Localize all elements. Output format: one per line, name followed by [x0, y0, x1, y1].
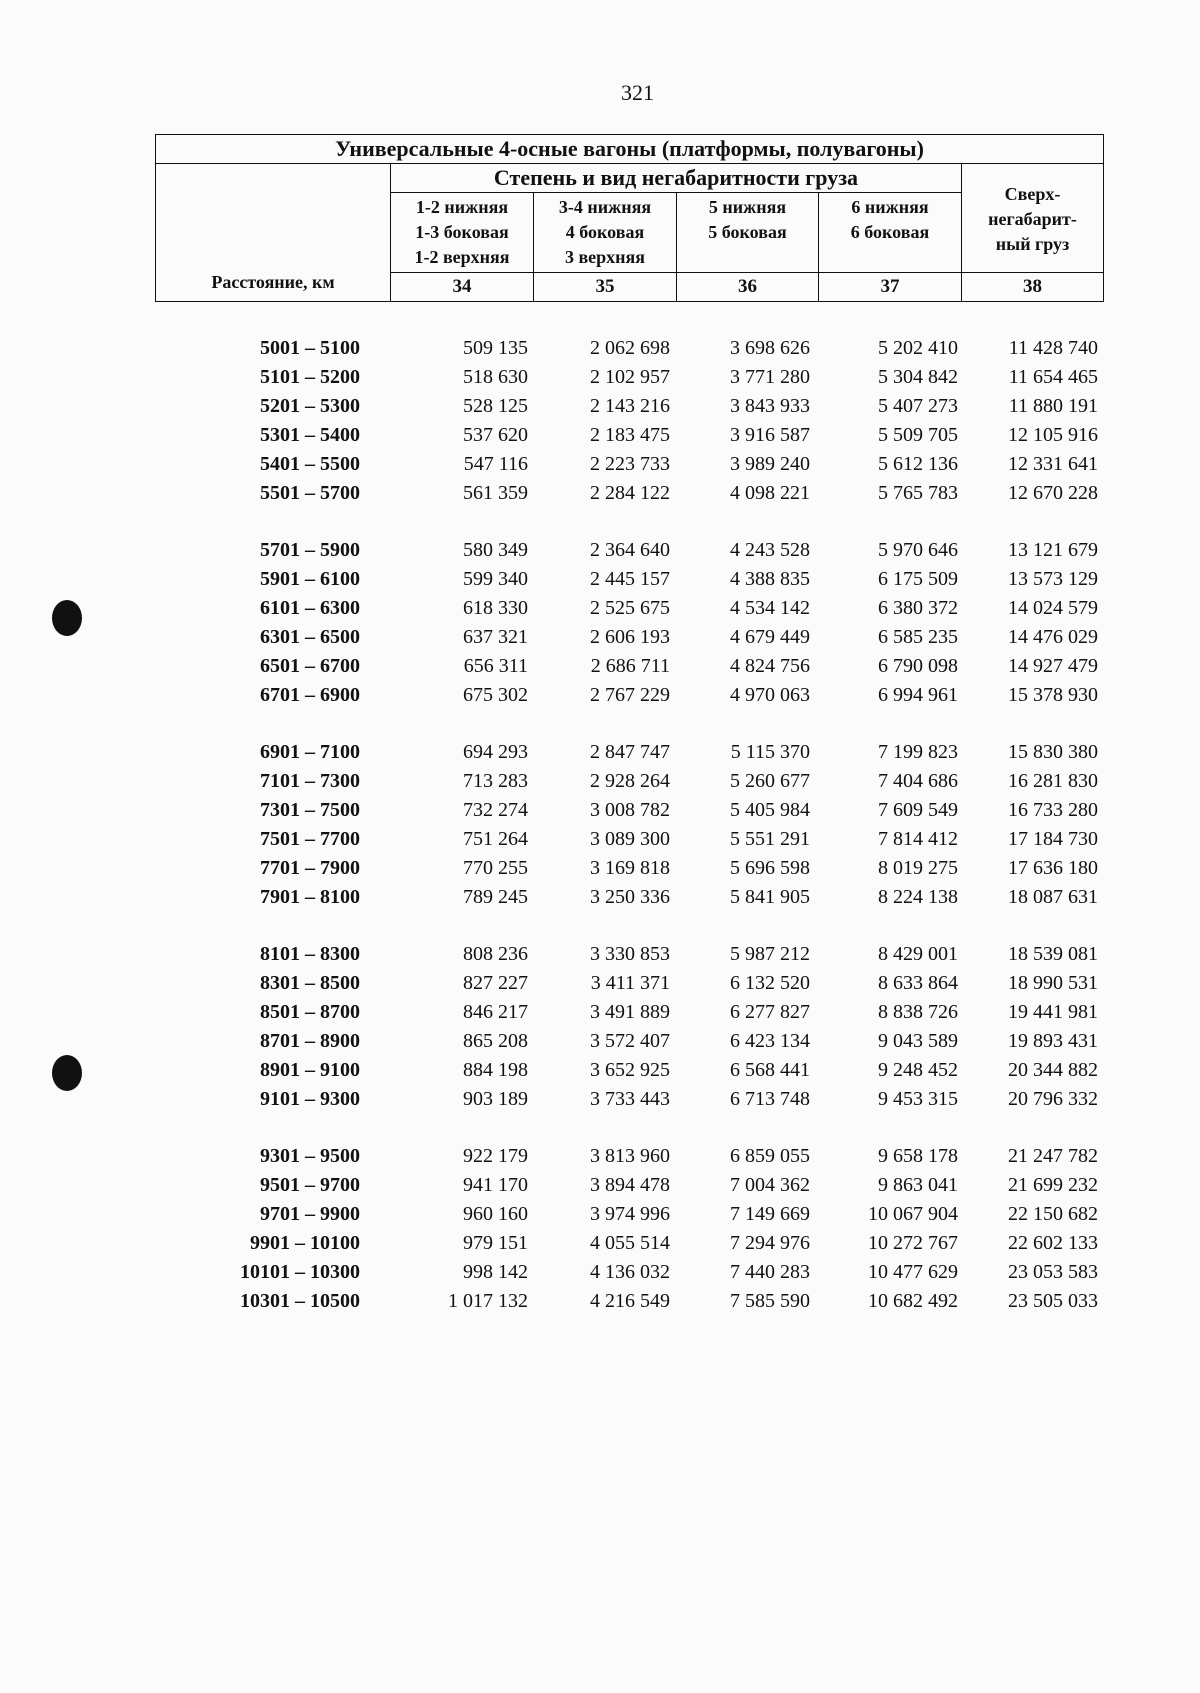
super-oversize-line: ный груз	[995, 234, 1070, 254]
group-line: 6 нижняя	[851, 197, 929, 217]
table-row	[0, 453, 1200, 482]
tariff-value: 713 283	[463, 770, 528, 792]
tariff-value: 14 927 479	[1008, 655, 1098, 677]
tariff-value: 770 255	[463, 857, 528, 879]
column-number: 37	[819, 273, 962, 302]
tariff-value: 618 330	[463, 597, 528, 619]
group-line: 5 нижняя	[708, 197, 787, 217]
tariff-value: 6 132 520	[730, 972, 810, 994]
tariff-value: 2 223 733	[590, 453, 670, 475]
table-row	[0, 482, 1200, 511]
tariff-value: 518 630	[463, 366, 528, 388]
distance-range: 8701 – 8900	[260, 1030, 360, 1052]
column-number: 34	[391, 273, 534, 302]
tariff-value: 5 260 677	[730, 770, 810, 792]
tariff-value: 6 994 961	[878, 684, 958, 706]
tariff-value: 3 572 407	[590, 1030, 670, 1052]
distance-range: 8101 – 8300	[260, 943, 360, 965]
tariff-value: 6 380 372	[878, 597, 958, 619]
row-group	[0, 337, 1200, 511]
tariff-value: 561 359	[463, 482, 528, 504]
distance-range: 7301 – 7500	[260, 799, 360, 821]
tariff-value: 22 150 682	[1008, 1203, 1098, 1225]
tariff-value: 9 248 452	[878, 1059, 958, 1081]
tariff-value: 13 121 679	[1008, 539, 1098, 561]
tariff-value: 6 585 235	[878, 626, 958, 648]
tariff-value: 20 796 332	[1008, 1088, 1098, 1110]
tariff-value: 8 019 275	[878, 857, 958, 879]
tariff-value: 5 551 291	[730, 828, 810, 850]
tariff-value: 2 525 675	[590, 597, 670, 619]
tariff-value: 11 880 191	[1008, 395, 1098, 417]
tariff-value: 3 733 443	[590, 1088, 670, 1110]
table-header	[155, 134, 1104, 302]
tariff-value: 12 105 916	[1008, 424, 1098, 446]
tariff-value: 2 606 193	[590, 626, 670, 648]
table-row	[0, 828, 1200, 857]
group-line: 5 боковая	[708, 222, 787, 242]
distance-range: 5101 – 5200	[260, 366, 360, 388]
tariff-value: 10 477 629	[868, 1261, 958, 1283]
group-header-34	[391, 193, 534, 273]
tariff-value: 5 970 646	[878, 539, 958, 561]
tariff-value: 2 062 698	[590, 337, 670, 359]
distance-range: 5501 – 5700	[260, 482, 360, 504]
super-oversize-line: Сверх-	[1004, 184, 1061, 204]
tariff-value: 827 227	[463, 972, 528, 994]
tariff-value: 2 928 264	[590, 770, 670, 792]
tariff-value: 941 170	[463, 1174, 528, 1196]
tariff-value: 3 698 626	[730, 337, 810, 359]
tariff-value: 23 505 033	[1008, 1290, 1098, 1312]
tariff-value: 13 573 129	[1008, 568, 1098, 590]
tariff-value: 5 765 783	[878, 482, 958, 504]
tariff-value: 3 169 818	[590, 857, 670, 879]
tariff-value: 18 539 081	[1008, 943, 1098, 965]
tariff-value: 11 428 740	[1008, 337, 1098, 359]
row-group	[0, 1145, 1200, 1319]
table-row	[0, 655, 1200, 684]
group-line: 1-3 боковая	[415, 222, 509, 242]
tariff-value: 20 344 882	[1008, 1059, 1098, 1081]
table-row	[0, 799, 1200, 828]
tariff-value: 3 250 336	[590, 886, 670, 908]
tariff-value: 694 293	[463, 741, 528, 763]
tariff-value: 3 652 925	[590, 1059, 670, 1081]
tariff-value: 9 658 178	[878, 1145, 958, 1167]
table-row	[0, 1232, 1200, 1261]
tariff-value: 12 331 641	[1008, 453, 1098, 475]
tariff-value: 2 143 216	[590, 395, 670, 417]
tariff-value: 19 893 431	[1008, 1030, 1098, 1052]
distance-range: 8501 – 8700	[260, 1001, 360, 1023]
tariff-value: 7 585 590	[730, 1290, 810, 1312]
tariff-value: 6 713 748	[730, 1088, 810, 1110]
tariff-value: 7 199 823	[878, 741, 958, 763]
group-header-36	[677, 193, 819, 273]
tariff-value: 15 830 380	[1008, 741, 1098, 763]
column-number: 35	[534, 273, 677, 302]
table-row	[0, 943, 1200, 972]
tariff-value: 789 245	[463, 886, 528, 908]
distance-range: 5301 – 5400	[260, 424, 360, 446]
distance-range: 9501 – 9700	[260, 1174, 360, 1196]
tariff-value: 1 017 132	[448, 1290, 528, 1312]
tariff-value: 8 224 138	[878, 886, 958, 908]
tariff-value: 528 125	[463, 395, 528, 417]
tariff-value: 10 067 904	[868, 1203, 958, 1225]
distance-range: 6501 – 6700	[260, 655, 360, 677]
table-row	[0, 395, 1200, 424]
tariff-value: 14 476 029	[1008, 626, 1098, 648]
tariff-value: 732 274	[463, 799, 528, 821]
group-line: 6 боковая	[850, 222, 930, 242]
distance-header: Расстояние, км	[156, 164, 391, 302]
tariff-value: 2 183 475	[590, 424, 670, 446]
tariff-value: 865 208	[463, 1030, 528, 1052]
tariff-value: 599 340	[463, 568, 528, 590]
distance-range: 6101 – 6300	[260, 597, 360, 619]
tariff-value: 2 284 122	[590, 482, 670, 504]
table-row	[0, 424, 1200, 453]
distance-range: 7501 – 7700	[260, 828, 360, 850]
tariff-value: 17 184 730	[1008, 828, 1098, 850]
table-row	[0, 1030, 1200, 1059]
tariff-value: 3 089 300	[590, 828, 670, 850]
tariff-value: 11 654 465	[1008, 366, 1098, 388]
oversize-degree-header: Степень и вид негабаритности груза	[391, 164, 962, 193]
tariff-value: 3 843 933	[730, 395, 810, 417]
distance-range: 9901 – 10100	[250, 1232, 360, 1254]
tariff-value: 903 189	[463, 1088, 528, 1110]
tariff-value: 9 453 315	[878, 1088, 958, 1110]
table-row	[0, 1059, 1200, 1088]
column-number: 38	[962, 273, 1104, 302]
table-row	[0, 1203, 1200, 1232]
table-row	[0, 597, 1200, 626]
group-line: 1-2 верхняя	[414, 247, 510, 267]
tariff-value: 3 894 478	[590, 1174, 670, 1196]
group-header-37	[819, 193, 962, 273]
distance-range: 9701 – 9900	[260, 1203, 360, 1225]
table-row	[0, 1088, 1200, 1117]
table-row	[0, 1145, 1200, 1174]
tariff-value: 580 349	[463, 539, 528, 561]
column-number: 36	[677, 273, 819, 302]
super-oversize-header	[962, 164, 1104, 273]
tariff-value: 21 247 782	[1008, 1145, 1098, 1167]
distance-range: 8301 – 8500	[260, 972, 360, 994]
table-row	[0, 366, 1200, 395]
tariff-value: 3 330 853	[590, 943, 670, 965]
tariff-value: 4 970 063	[730, 684, 810, 706]
tariff-value: 8 429 001	[878, 943, 958, 965]
tariff-value: 3 813 960	[590, 1145, 670, 1167]
table-row	[0, 886, 1200, 915]
tariff-value: 3 989 240	[730, 453, 810, 475]
tariff-value: 751 264	[463, 828, 528, 850]
tariff-value: 7 440 283	[730, 1261, 810, 1283]
tariff-value: 10 682 492	[868, 1290, 958, 1312]
distance-range: 5401 – 5500	[260, 453, 360, 475]
tariff-value: 5 696 598	[730, 857, 810, 879]
tariff-value: 4 243 528	[730, 539, 810, 561]
tariff-value: 16 733 280	[1008, 799, 1098, 821]
tariff-value: 21 699 232	[1008, 1174, 1098, 1196]
tariff-value: 4 055 514	[590, 1232, 670, 1254]
tariff-value: 3 771 280	[730, 366, 810, 388]
punch-hole	[52, 600, 82, 636]
distance-range: 7101 – 7300	[260, 770, 360, 792]
distance-range: 5901 – 6100	[260, 568, 360, 590]
tariff-value: 7 004 362	[730, 1174, 810, 1196]
table-row	[0, 741, 1200, 770]
tariff-value: 675 302	[463, 684, 528, 706]
table-row	[0, 684, 1200, 713]
tariff-value: 7 294 976	[730, 1232, 810, 1254]
tariff-value: 3 411 371	[590, 972, 670, 994]
tariff-value: 9 863 041	[878, 1174, 958, 1196]
tariff-value: 5 304 842	[878, 366, 958, 388]
tariff-value: 2 445 157	[590, 568, 670, 590]
punch-hole	[52, 1055, 82, 1091]
tariff-value: 3 008 782	[590, 799, 670, 821]
tariff-value: 8 838 726	[878, 1001, 958, 1023]
tariff-value: 6 277 827	[730, 1001, 810, 1023]
distance-range: 6901 – 7100	[260, 741, 360, 763]
tariff-value: 18 087 631	[1008, 886, 1098, 908]
tariff-value: 2 686 711	[590, 655, 670, 677]
table-title: Универсальные 4-осные вагоны (платформы, полувагоны)	[156, 135, 1104, 164]
tariff-value: 14 024 579	[1008, 597, 1098, 619]
tariff-value: 7 149 669	[730, 1203, 810, 1225]
tariff-value: 846 217	[463, 1001, 528, 1023]
distance-range: 7701 – 7900	[260, 857, 360, 879]
tariff-value: 537 620	[463, 424, 528, 446]
tariff-value: 6 859 055	[730, 1145, 810, 1167]
row-group	[0, 741, 1200, 915]
distance-range: 5001 – 5100	[260, 337, 360, 359]
tariff-value: 547 116	[463, 453, 528, 475]
distance-range: 9101 – 9300	[260, 1088, 360, 1110]
tariff-value: 4 824 756	[730, 655, 810, 677]
tariff-value: 10 272 767	[868, 1232, 958, 1254]
distance-range: 6701 – 6900	[260, 684, 360, 706]
distance-range: 10301 – 10500	[240, 1290, 360, 1312]
tariff-value: 7 814 412	[878, 828, 958, 850]
tariff-value: 2 102 957	[590, 366, 670, 388]
row-group	[0, 943, 1200, 1117]
tariff-value: 9 043 589	[878, 1030, 958, 1052]
tariff-value: 656 311	[463, 655, 528, 677]
distance-range: 5201 – 5300	[260, 395, 360, 417]
tariff-value: 4 136 032	[590, 1261, 670, 1283]
table-row	[0, 857, 1200, 886]
tariff-value: 3 974 996	[590, 1203, 670, 1225]
tariff-value: 4 534 142	[730, 597, 810, 619]
tariff-value: 3 916 587	[730, 424, 810, 446]
tariff-value: 4 098 221	[730, 482, 810, 504]
tariff-value: 5 115 370	[730, 741, 810, 763]
table-row	[0, 1261, 1200, 1290]
tariff-value: 884 198	[463, 1059, 528, 1081]
page-number: 321	[621, 80, 654, 105]
tariff-value: 5 841 905	[730, 886, 810, 908]
tariff-value: 6 423 134	[730, 1030, 810, 1052]
tariff-value: 960 160	[463, 1203, 528, 1225]
tariff-value: 6 790 098	[878, 655, 958, 677]
tariff-value: 5 612 136	[878, 453, 958, 475]
table-row	[0, 1174, 1200, 1203]
tariff-value: 7 609 549	[878, 799, 958, 821]
tariff-value: 16 281 830	[1008, 770, 1098, 792]
tariff-value: 6 568 441	[730, 1059, 810, 1081]
tariff-value: 5 407 273	[878, 395, 958, 417]
table-body	[0, 337, 1200, 1347]
tariff-value: 2 847 747	[590, 741, 670, 763]
table-row	[0, 972, 1200, 1001]
tariff-value: 4 679 449	[730, 626, 810, 648]
group-line: 1-2 нижняя	[415, 197, 509, 217]
tariff-value: 12 670 228	[1008, 482, 1098, 504]
tariff-value: 2 767 229	[590, 684, 670, 706]
tariff-value: 5 987 212	[730, 943, 810, 965]
distance-range: 7901 – 8100	[260, 886, 360, 908]
tariff-value: 18 990 531	[1008, 972, 1098, 994]
tariff-value: 637 321	[463, 626, 528, 648]
tariff-value: 2 364 640	[590, 539, 670, 561]
group-line: 4 боковая	[565, 222, 645, 242]
tariff-value: 922 179	[463, 1145, 528, 1167]
group-line: 3 верхняя	[564, 247, 646, 267]
distance-range: 6301 – 6500	[260, 626, 360, 648]
tariff-value: 17 636 180	[1008, 857, 1098, 879]
tariff-value: 4 388 835	[730, 568, 810, 590]
tariff-value: 19 441 981	[1008, 1001, 1098, 1023]
table-row	[0, 568, 1200, 597]
tariff-value: 4 216 549	[590, 1290, 670, 1312]
tariff-value: 5 202 410	[878, 337, 958, 359]
distance-range: 5701 – 5900	[260, 539, 360, 561]
distance-range: 8901 – 9100	[260, 1059, 360, 1081]
tariff-value: 5 405 984	[730, 799, 810, 821]
distance-range: 10101 – 10300	[240, 1261, 360, 1283]
tariff-value: 15 378 930	[1008, 684, 1098, 706]
table-row	[0, 1290, 1200, 1319]
tariff-value: 509 135	[463, 337, 528, 359]
tariff-value: 22 602 133	[1008, 1232, 1098, 1254]
table-row	[0, 539, 1200, 568]
row-group	[0, 539, 1200, 713]
group-header-35	[534, 193, 677, 273]
tariff-value: 7 404 686	[878, 770, 958, 792]
tariff-value: 6 175 509	[878, 568, 958, 590]
tariff-value: 3 491 889	[590, 1001, 670, 1023]
tariff-value: 808 236	[463, 943, 528, 965]
table-row	[0, 1001, 1200, 1030]
tariff-value: 979 151	[463, 1232, 528, 1254]
table-row	[0, 770, 1200, 799]
super-oversize-line: негабарит-	[988, 209, 1077, 229]
distance-range: 9301 – 9500	[260, 1145, 360, 1167]
table-row	[0, 626, 1200, 655]
tariff-value: 23 053 583	[1008, 1261, 1098, 1283]
tariff-value: 998 142	[463, 1261, 528, 1283]
table-row	[0, 337, 1200, 366]
tariff-value: 5 509 705	[878, 424, 958, 446]
tariff-value: 8 633 864	[878, 972, 958, 994]
group-line: 3-4 нижняя	[558, 197, 652, 217]
